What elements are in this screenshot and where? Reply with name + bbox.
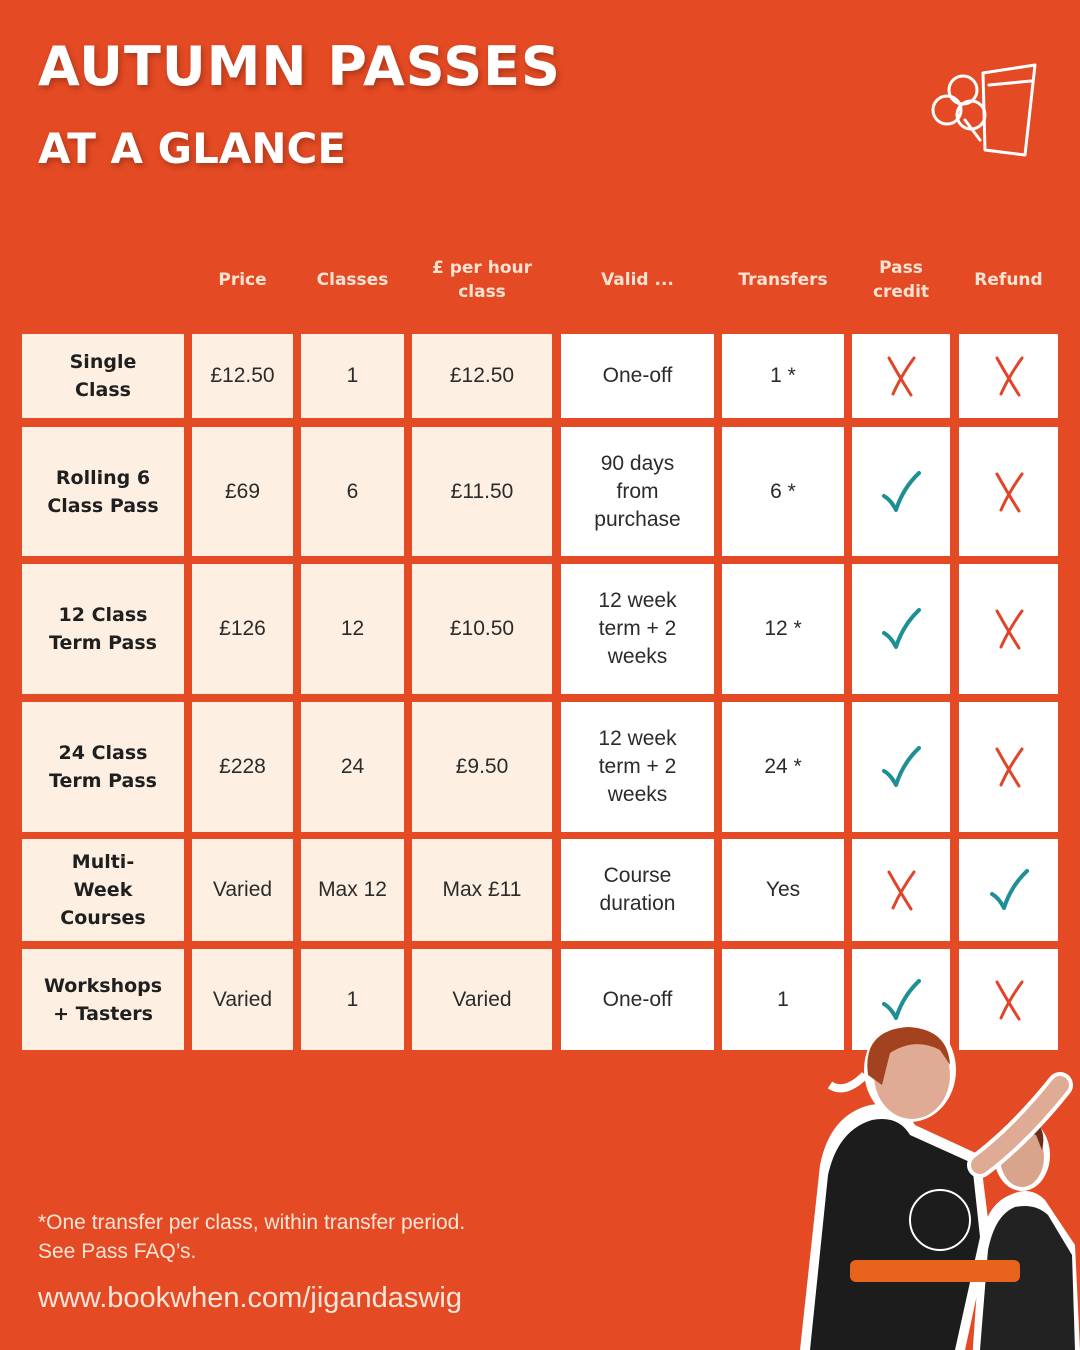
- shamrock-pint-icon: [925, 55, 1045, 165]
- column-header-classes: Classes: [316, 270, 389, 290]
- cell-classes: 6: [301, 427, 404, 556]
- check-icon: [852, 702, 950, 832]
- cell-valid: 12 week term + 2 weeks: [561, 564, 714, 694]
- cell-price: £126: [192, 564, 293, 694]
- cell-price: Varied: [192, 839, 293, 941]
- cell-classes: 1: [301, 949, 404, 1050]
- cross-icon: [852, 334, 950, 418]
- dancers-photo: [790, 1015, 1080, 1350]
- footnote-line-1: *One transfer per class, within transfer period.: [38, 1211, 466, 1234]
- cell-per-hour: £11.50: [412, 427, 552, 556]
- page-subtitle: AT A GLANCE: [38, 124, 347, 173]
- cell-name: 12 Class Term Pass: [22, 564, 184, 694]
- cell-price: Varied: [192, 949, 293, 1050]
- cell-name: Workshops + Tasters: [22, 949, 184, 1050]
- booking-link[interactable]: www.bookwhen.com/jigandaswig: [38, 1282, 462, 1314]
- check-icon: [852, 427, 950, 556]
- cell-transfers: 6 *: [722, 427, 844, 556]
- cell-price: £12.50: [192, 334, 293, 418]
- cell-per-hour: £9.50: [412, 702, 552, 832]
- cell-per-hour: £10.50: [412, 564, 552, 694]
- cell-transfers: 1 *: [722, 334, 844, 418]
- column-header-valid: Valid ...: [601, 270, 674, 290]
- cell-transfers: 12 *: [722, 564, 844, 694]
- cell-valid: Course duration: [561, 839, 714, 941]
- cell-valid: One-off: [561, 334, 714, 418]
- cell-name: Rolling 6 Class Pass: [22, 427, 184, 556]
- cell-classes: 24: [301, 702, 404, 832]
- cell-name: Single Class: [22, 334, 184, 418]
- cell-valid: 90 days from purchase: [561, 427, 714, 556]
- cell-name: 24 Class Term Pass: [22, 702, 184, 832]
- cross-icon: [959, 334, 1058, 418]
- cell-classes: 1: [301, 334, 404, 418]
- column-header-pass-credit: Pass credit: [872, 258, 930, 302]
- cell-valid: 12 week term + 2 weeks: [561, 702, 714, 832]
- cross-icon: [959, 564, 1058, 694]
- cross-icon: [852, 839, 950, 941]
- cell-classes: 12: [301, 564, 404, 694]
- footnote-line-2: See Pass FAQ’s.: [38, 1240, 197, 1263]
- cell-name: Multi-Week Courses: [22, 839, 184, 941]
- check-icon: [852, 564, 950, 694]
- cell-per-hour: £12.50: [412, 334, 552, 418]
- column-header-transfers: Transfers: [738, 270, 828, 290]
- cell-price: £228: [192, 702, 293, 832]
- cell-transfers: Yes: [722, 839, 844, 941]
- cell-valid: One-off: [561, 949, 714, 1050]
- cell-per-hour: Varied: [412, 949, 552, 1050]
- cross-icon: [959, 427, 1058, 556]
- column-header-price: Price: [218, 270, 267, 290]
- cell-classes: Max 12: [301, 839, 404, 941]
- cell-transfers: 24 *: [722, 702, 844, 832]
- cell-per-hour: Max £11: [412, 839, 552, 941]
- cross-icon: [959, 702, 1058, 832]
- cell-price: £69: [192, 427, 293, 556]
- column-header-per-hour: £ per hour class: [431, 258, 533, 302]
- check-icon: [959, 839, 1058, 941]
- transfer-footnote: [38, 1208, 465, 1266]
- column-header-refund: Refund: [974, 270, 1043, 290]
- page-title: AUTUMN PASSES: [38, 35, 561, 98]
- cell-transfers: 1: [722, 949, 844, 1050]
